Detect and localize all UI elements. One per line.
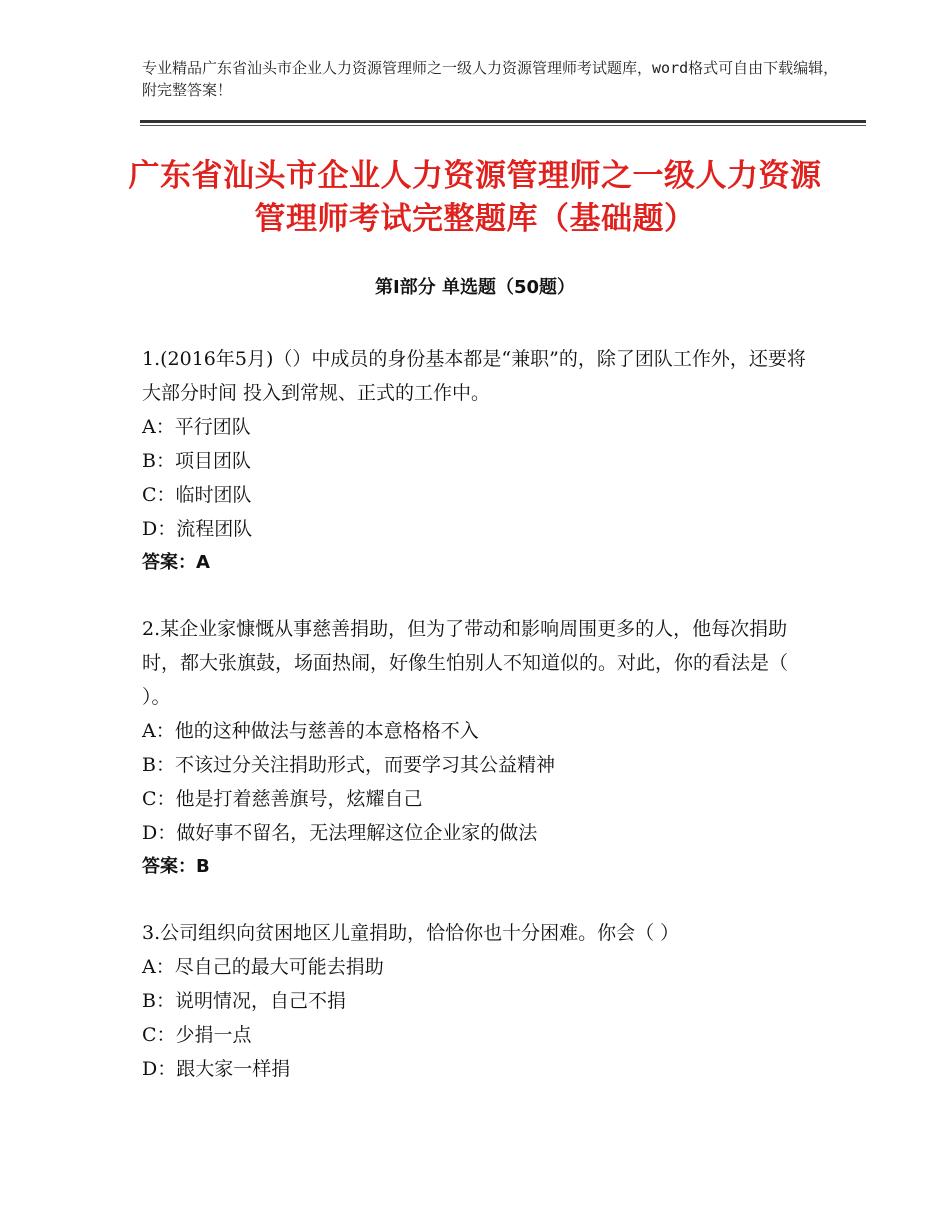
question-stem: 2.某企业家慷慨从事慈善捐助，但为了带动和影响周围更多的人，他每次捐助时，都大张旗鼓，场面热闹，好像生怕别人不知道似的。对此，你的看法是（ ）。 [142,618,789,708]
option-c: C：他是打着慈善旗号，炫耀自己 [142,788,423,810]
question-3 [142,916,812,1086]
option-a: A：他的这种做法与慈善的本意格格不入 [142,720,479,742]
option-c: C：少捐一点 [142,1024,252,1046]
option-b: B：不该过分关注捐助形式，而要学习其公益精神 [142,754,555,776]
question-1 [142,342,812,580]
header-note: 专业精品广东省汕头市企业人力资源管理师之一级人力资源管理师考试题库，word格式可自由下载编辑，附完整答案！ [142,59,839,99]
option-b: B：项目团队 [142,450,251,472]
option-d: D：跟大家一样捐 [142,1058,291,1080]
option-d: D：做好事不留名，无法理解这位企业家的做法 [142,822,538,844]
option-d: D：流程团队 [142,518,253,540]
option-c: C：临时团队 [142,484,252,506]
question-stem: 3.公司组织向贫困地区儿童捐助，恰恰你也十分困难。你会（ ） [142,922,680,944]
section-heading: 第Ⅰ部分 单选题（50题） [374,277,575,298]
header-divider-thin [140,125,866,126]
question-2 [142,612,812,884]
question-stem: 1.(2016年5月)（）中成员的身份基本都是“兼职”的，除了团队工作外，还要将大部分时间 投入到常规、正式的工作中。 [142,348,806,404]
option-a: A：平行团队 [142,416,251,438]
option-a: A：尽自己的最大可能去捐助 [142,956,384,978]
answer-line: 答案：A [142,552,210,573]
document-title: 广东省汕头市企业人力资源管理师之一级人力资源管理师考试完整题库（基础题） [128,158,822,237]
header-divider-thick [140,120,866,123]
question-list [142,342,812,1118]
option-b: B：说明情况，自己不捐 [142,990,346,1012]
answer-line: 答案：B [142,856,210,877]
